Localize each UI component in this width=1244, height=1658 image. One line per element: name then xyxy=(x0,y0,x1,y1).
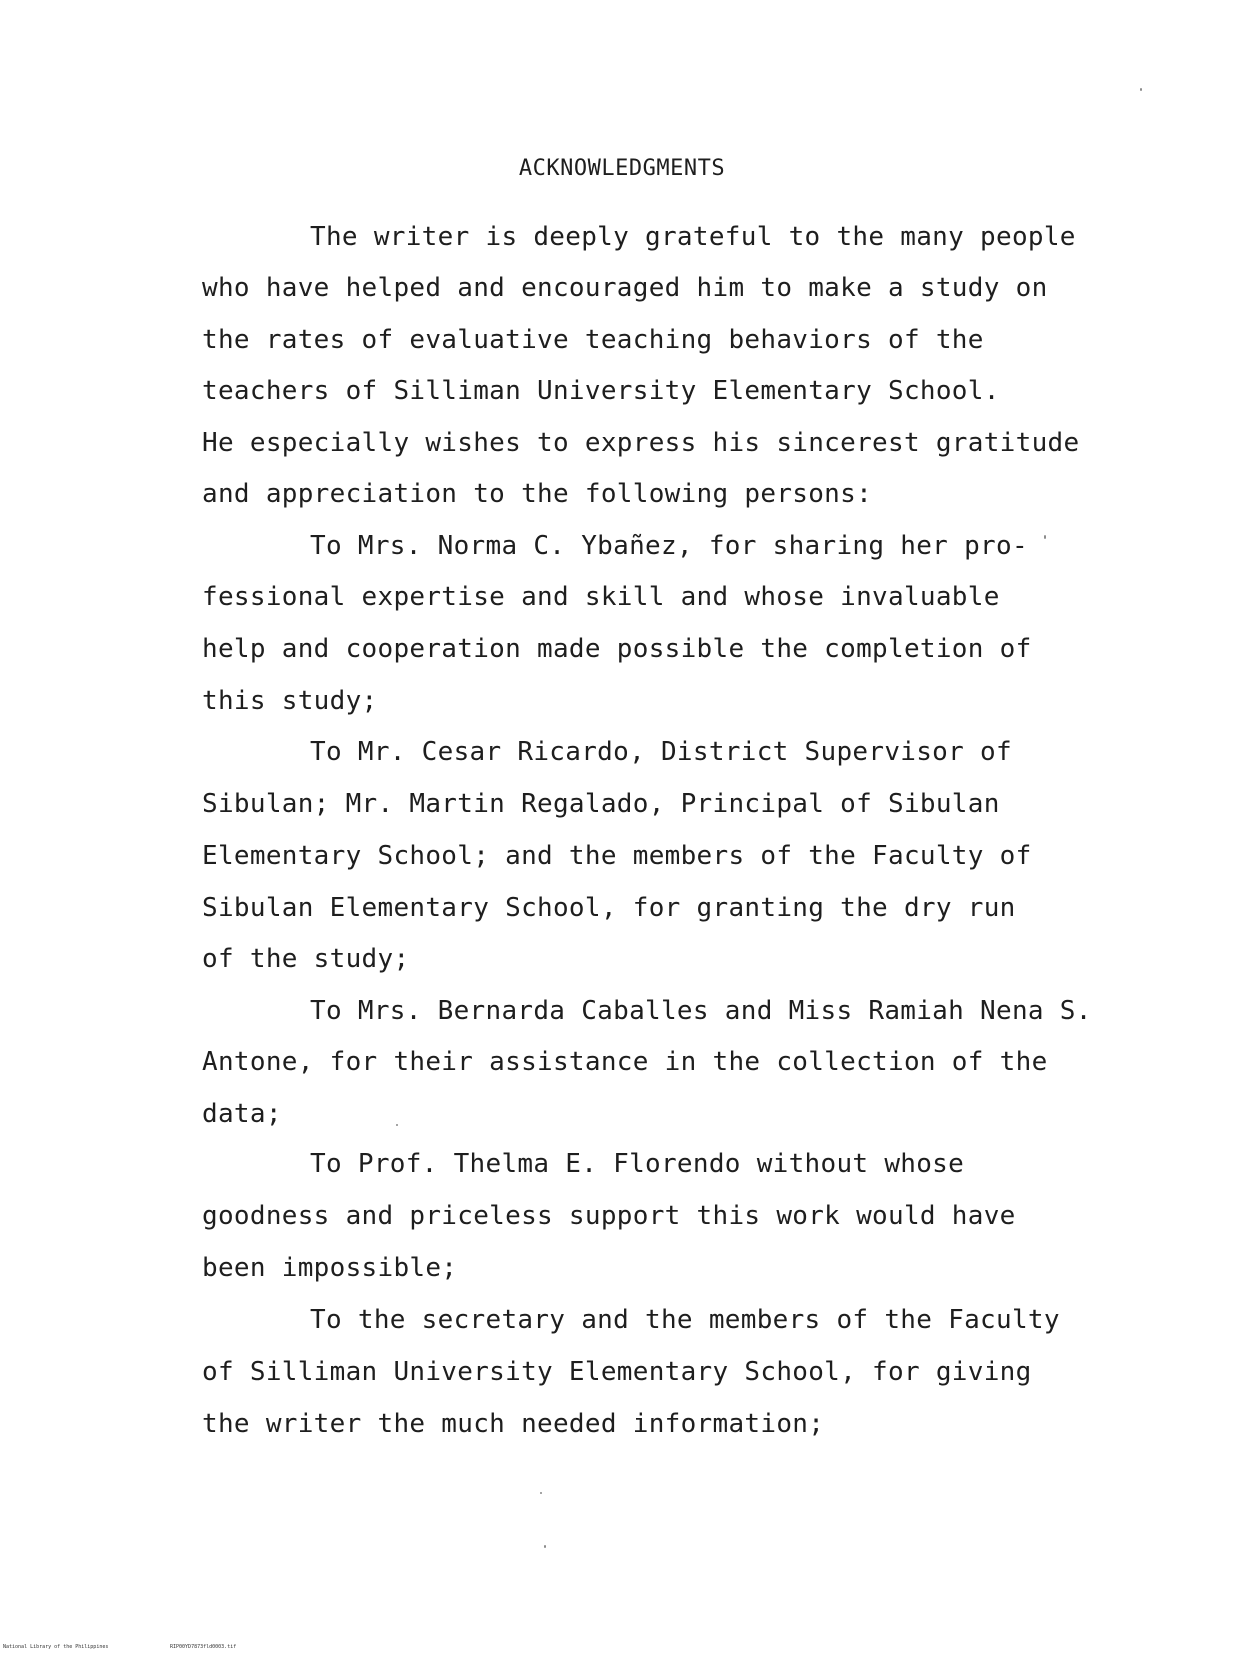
text-line: To Mrs. Bernarda Caballes and Miss Ramiah Nena S. xyxy=(310,996,1092,1026)
text-line: Sibulan Elementary School, for granting the dry run xyxy=(202,893,1016,923)
scan-speck xyxy=(1140,88,1142,91)
text-line: help and cooperation made possible the completion of xyxy=(202,634,1032,664)
text-line: To Mr. Cesar Ricardo, District Supervisor of xyxy=(310,737,1012,767)
text-line: goodness and priceless support this work would have xyxy=(202,1201,1016,1231)
text-line: of the study; xyxy=(202,944,410,974)
text-line: this study; xyxy=(202,686,378,716)
scan-speck xyxy=(544,1545,546,1548)
text-line: Antone, for their assistance in the collection of the xyxy=(202,1047,1048,1077)
text-line: He especially wishes to express his sincerest gratitude xyxy=(202,428,1080,458)
text-line: and appreciation to the following persons: xyxy=(202,479,873,509)
text-line: of Silliman University Elementary School, for giving xyxy=(202,1357,1032,1387)
text-line: Elementary School; and the members of the Faculty of xyxy=(202,841,1032,871)
text-line: To the secretary and the members of the Faculty xyxy=(310,1305,1060,1335)
text-line: Sibulan; Mr. Martin Regalado, Principal of Sibulan xyxy=(202,789,1000,819)
text-line: the rates of evaluative teaching behaviors of the xyxy=(202,325,984,355)
text-line: data; xyxy=(202,1099,282,1129)
scan-speck xyxy=(1044,535,1046,539)
text-line: The writer is deeply grateful to the many people xyxy=(310,222,1076,252)
text-line: the writer the much needed information; xyxy=(202,1409,825,1439)
text-line: To Prof. Thelma E. Florendo without whose xyxy=(310,1149,965,1179)
text-line: who have helped and encouraged him to make a study on xyxy=(202,273,1048,303)
library-footer: National Library of the Philippines xyxy=(3,1644,109,1650)
text-line: fessional expertise and skill and whose invaluable xyxy=(202,582,1000,612)
scan-speck xyxy=(540,1492,542,1494)
text-line: been impossible; xyxy=(202,1253,458,1283)
text-line: To Mrs. Norma C. Ybañez, for sharing her pro- xyxy=(310,531,1028,561)
text-line: teachers of Silliman University Elementary School. xyxy=(202,376,1000,406)
file-footer: RIP00YD7873fld0003.tif xyxy=(170,1644,237,1650)
page-title: ACKNOWLEDGMENTS xyxy=(518,156,726,181)
scan-speck xyxy=(396,1124,398,1126)
